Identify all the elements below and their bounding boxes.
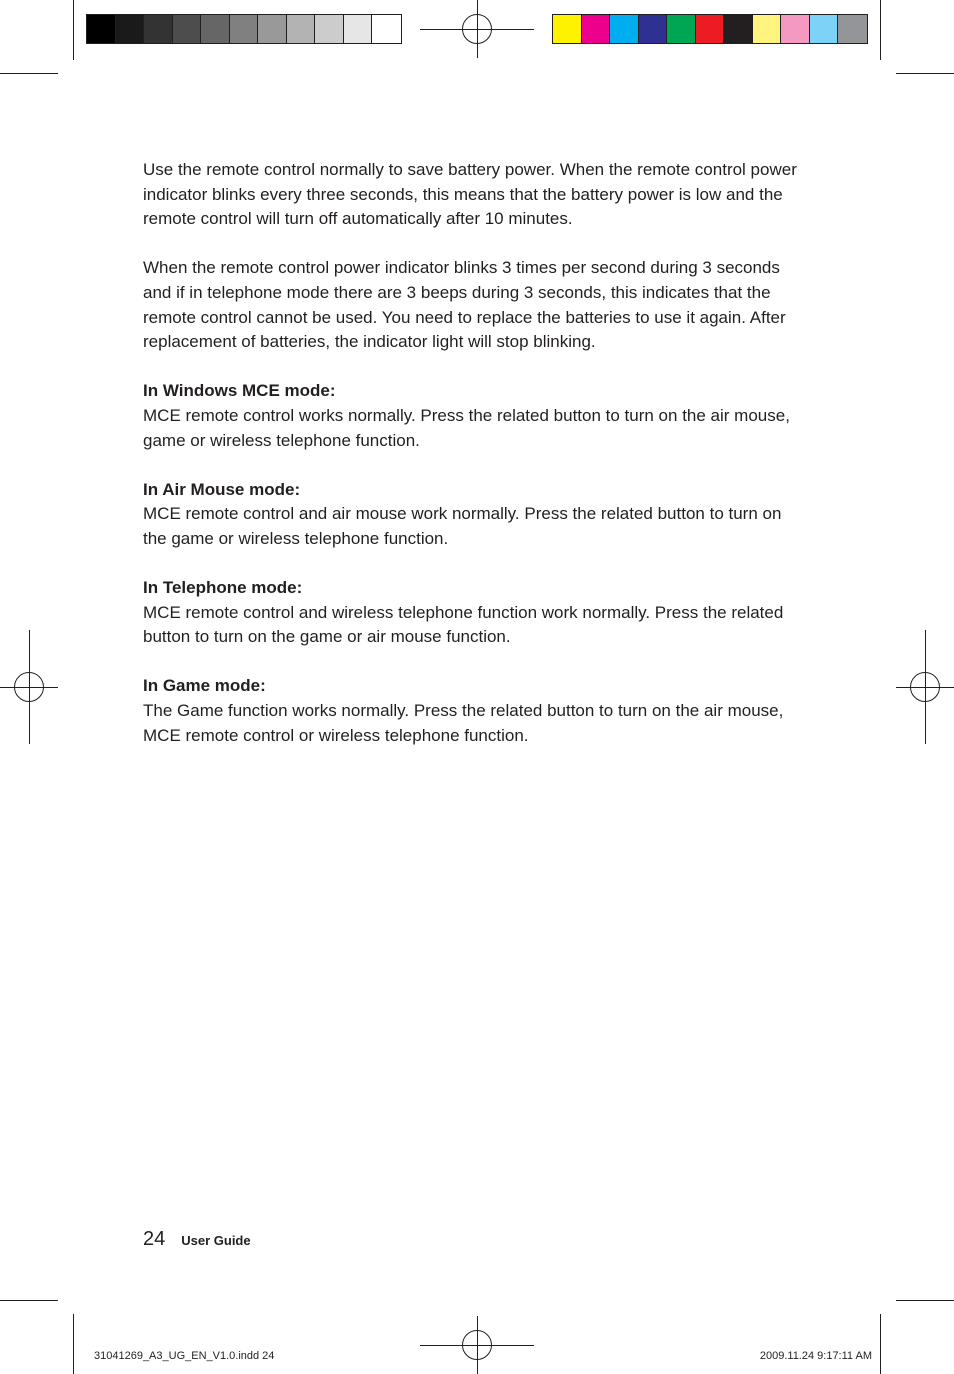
color-swatch <box>810 15 839 43</box>
section-text: The Game function works normally. Press the related button to turn on the air mouse, MCE remote control or wireless telephone function. <box>143 701 784 745</box>
crop-mark <box>73 0 74 60</box>
color-swatch <box>610 15 639 43</box>
color-swatch <box>344 15 373 43</box>
color-swatch <box>201 15 230 43</box>
section-heading: In Windows MCE mode: <box>143 381 336 401</box>
color-swatch <box>287 15 316 43</box>
section-text: MCE remote control and air mouse work normally. Press the related button to turn on the game or wireless telephone function. <box>143 504 782 548</box>
section-heading: In Telephone mode: <box>143 578 303 598</box>
footer-label: User Guide <box>181 1233 251 1248</box>
color-swatch <box>639 15 668 43</box>
crop-mark <box>0 1300 58 1301</box>
color-swatch <box>258 15 287 43</box>
registration-mark-icon <box>462 14 492 44</box>
slug-timestamp: 2009.11.24 9:17:11 AM <box>759 1350 872 1362</box>
crop-mark <box>896 73 954 74</box>
color-swatch <box>753 15 782 43</box>
section-text: MCE remote control and wireless telephone function work normally. Press the related button to turn on the game or air mouse function. <box>143 602 784 647</box>
color-swatch-bar <box>552 14 868 44</box>
color-swatch <box>372 15 401 43</box>
crop-mark <box>0 73 58 74</box>
color-swatch <box>667 15 696 43</box>
color-swatch <box>838 15 867 43</box>
registration-mark-icon <box>14 672 44 702</box>
page-number: 24 <box>143 1228 166 1250</box>
color-swatch <box>315 15 344 43</box>
color-swatch <box>173 15 202 43</box>
paragraph-battery-power: Use the remote control normally to save battery power. When the remote control power indicator blinks every three seconds, this means that the battery power is low and the remote control will turn off automatically after 10 minutes. <box>143 160 797 229</box>
paragraph-indicator-blinks: When the remote control power indicator blinks 3 times per second during 3 seconds and if in telephone mode there are 3 beeps during 3 seconds, this indicates that the remote control cannot be used. You need to replace the batteries to use it again. After replacement of batteries, the indicator light will stop blinking. <box>143 258 786 352</box>
section-text: MCE remote control works normally. Press the related button to turn on the air mouse, game or wireless telephone function. <box>143 405 790 450</box>
color-swatch <box>696 15 725 43</box>
page-body <box>143 158 803 773</box>
color-swatch <box>724 15 753 43</box>
color-swatch <box>116 15 145 43</box>
crop-mark <box>73 1314 74 1374</box>
color-swatch <box>144 15 173 43</box>
crop-mark <box>896 1300 954 1301</box>
registration-mark-icon <box>462 1330 492 1360</box>
crop-mark <box>880 1314 881 1374</box>
registration-mark-icon <box>910 672 940 702</box>
color-swatch <box>230 15 259 43</box>
section-heading: In Game mode: <box>143 676 266 696</box>
slug-filename: 31041269_A3_UG_EN_V1.0.indd 24 <box>94 1350 275 1362</box>
color-swatch <box>553 15 582 43</box>
color-swatch <box>781 15 810 43</box>
color-swatch <box>87 15 116 43</box>
color-swatch <box>582 15 611 43</box>
crop-mark <box>880 0 881 60</box>
section-heading: In Air Mouse mode: <box>143 479 301 499</box>
gray-swatch-bar <box>86 14 402 44</box>
page-footer <box>143 1228 251 1251</box>
